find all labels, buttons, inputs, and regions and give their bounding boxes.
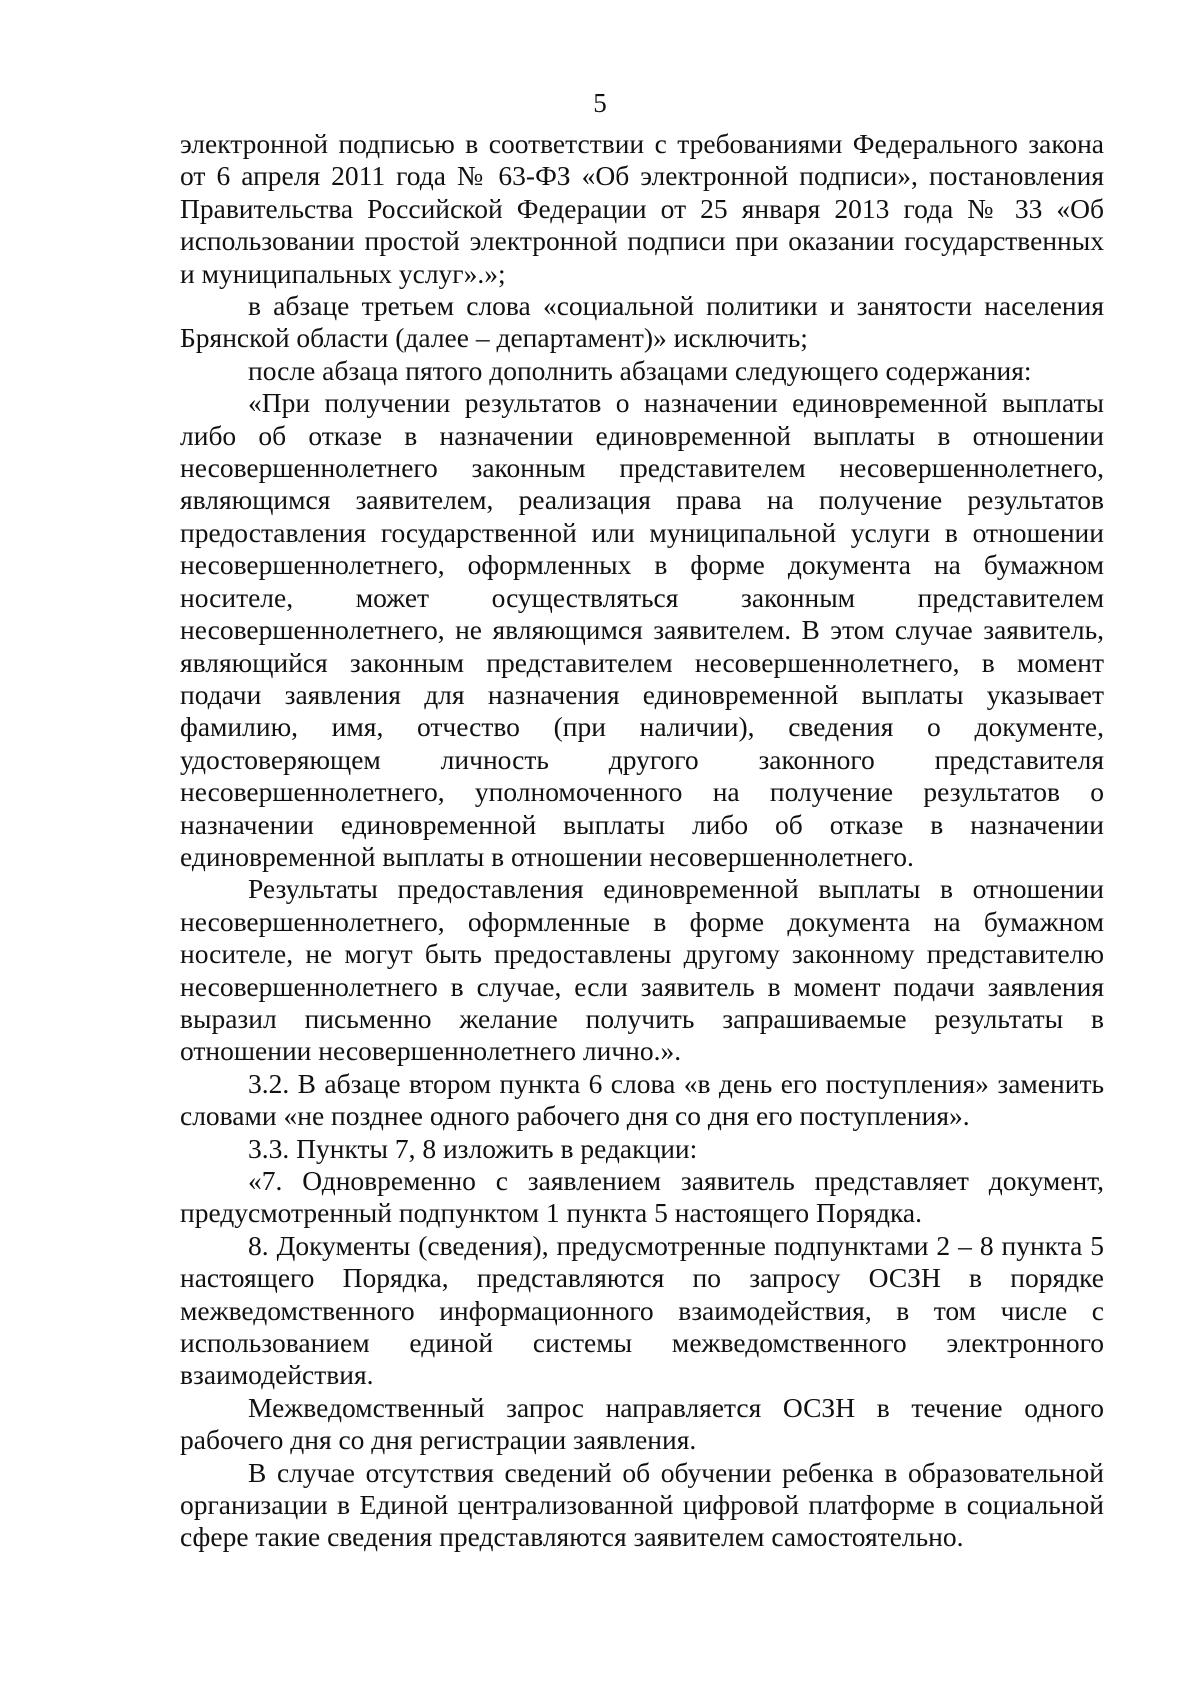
document-body: [180, 128, 1104, 1554]
page-number: 5: [593, 88, 607, 118]
paragraph-1: электронной подписью в соответствии с требованиями Федерального закона от 6 апреля 2011 года № 63-ФЗ «Об электронной подписи», постановления Правительства Российской Федерации от 25 января 2013 года № 33 «Об использовании простой электронной подписи при оказании государственных и муниципальных услуг».»;: [180, 128, 1104, 289]
paragraph-2: в абзаце третьем слова «социальной политики и занятости населения Брянской области (далее – департамент)» исключить;: [180, 290, 1104, 354]
paragraph-3: после абзаца пятого дополнить абзацами следующего содержания:: [248, 354, 1032, 386]
paragraph-11: В случае отсутствия сведений об обучении ребенка в образовательной организации в Единой централизованной цифровой платформе в социальной сфере такие сведения представляются заявителем самостоятельно.: [180, 1456, 1104, 1553]
paragraph-7: 3.3. Пункты 7, 8 изложить в редакции:: [248, 1132, 698, 1164]
paragraph-6: 3.2. В абзаце втором пункта 6 слова «в день его поступления» заменить словами «не позднее одного рабочего дня со дня его поступления».: [180, 1067, 1104, 1132]
paragraph-10: Межведомственный запрос направляется ОСЗН в течение одного рабочего дня со дня регистрации заявления.: [180, 1391, 1104, 1456]
paragraph-9: 8. Документы (сведения), предусмотренные подпунктами 2 – 8 пункта 5 настоящего Порядка, представляются по запросу ОСЗН в порядке межведомственного информационного взаимодействия, в том числе с использованием единой системы межведомственного электронного взаимодействия.: [180, 1229, 1104, 1391]
paragraph-5: Результаты предоставления единовременной выплаты в отношении несовершеннолетнего, оформленные в форме документа на бумажном носителе, не могут быть предоставлены другому законному представителю несовершеннолетнего в случае, если заявитель в момент подачи заявления выразил письменно желание получить запрашиваемые результаты в отношении несовершеннолетнего лично.».: [180, 873, 1104, 1067]
paragraph-4: «При получении результатов о назначении единовременной выплаты либо об отказе в назначении единовременной выплаты в отношении несовершеннолетнего законным представителем несовершеннолетнего, являющимся заявителем, реализация права на получение результатов предоставления государственной или муниципальной услуги в отношении несовершеннолетнего, оформленных в форме документа на бумажном носителе, может осуществляться законным представителем несовершеннолетнего, не являющимся заявителем. В этом случае заявитель, являющийся законным представителем несовершеннолетнего, в момент подачи заявления для назначения единовременной выплаты указывает фамилию, имя, отчество (при наличии), сведения о документе, удостоверяющем личность другого законного представителя несовершеннолетнего, уполномоченного на получение результатов о назначении единовременной выплаты либо об отказе в назначении единовременной выплаты в отношении несовершеннолетнего.: [180, 387, 1104, 872]
paragraph-8: «7. Одновременно с заявлением заявитель представляет документ, предусмотренный подпунктом 1 пункта 5 настоящего Порядка.: [180, 1165, 1104, 1229]
